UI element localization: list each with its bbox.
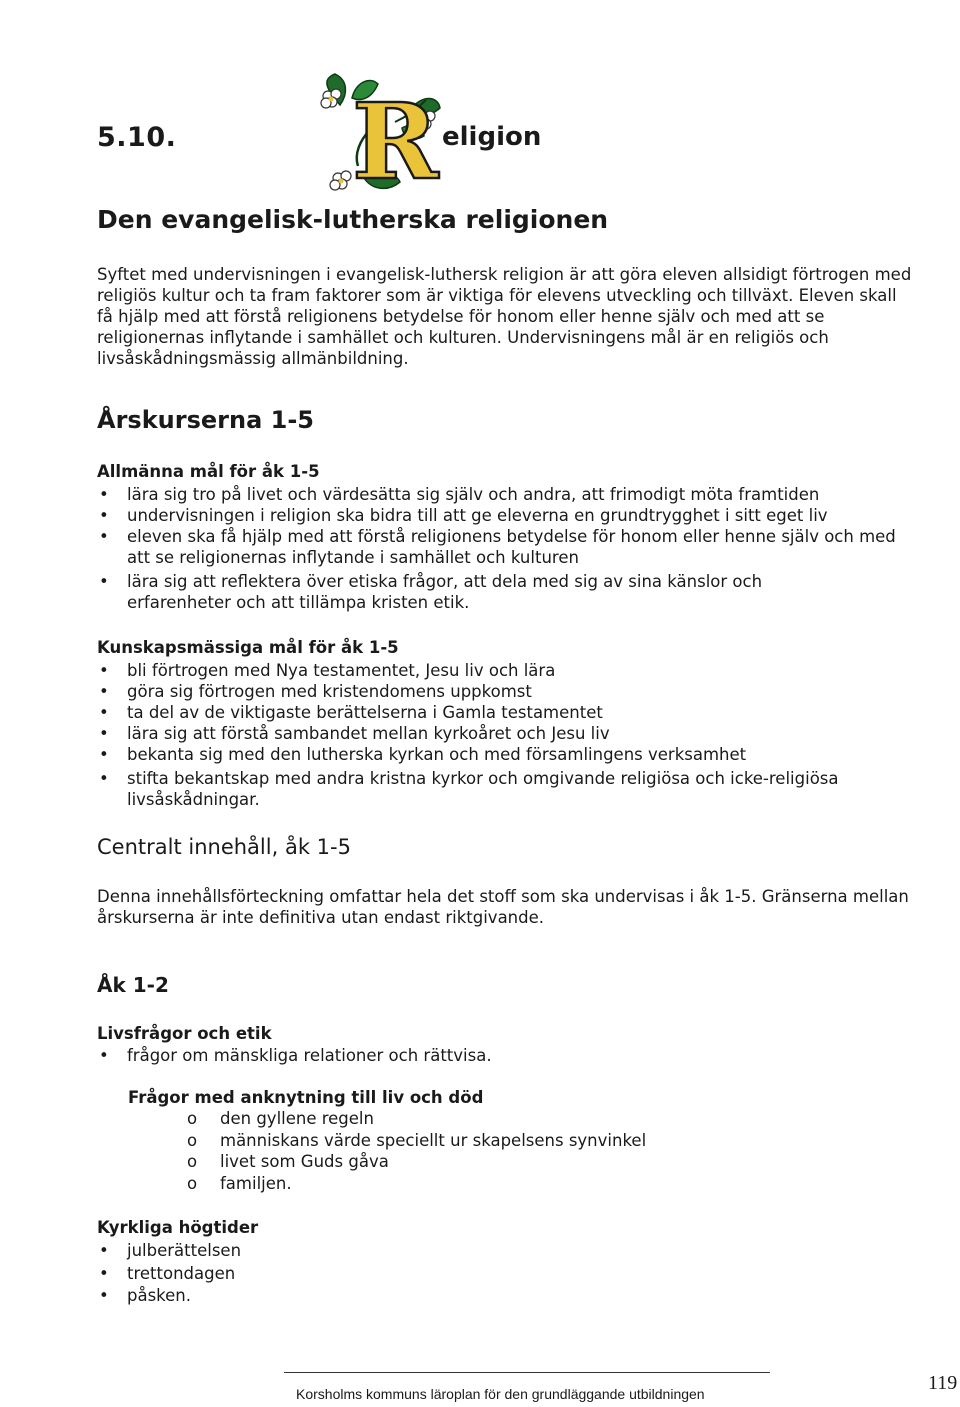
list-item: • eleven ska få hjälp med att förstå religionens betydelse för honom eller henne själv och med att se religionernas inflytande i samhället och kulturen	[99, 527, 896, 567]
circle-bullet-icon: o	[187, 1152, 198, 1171]
bullet-icon: •	[99, 1263, 109, 1283]
circle-bullet-icon: o	[187, 1173, 198, 1193]
general-goals-list	[97, 484, 896, 613]
knowledge-goals-heading: Kunskapsmässiga mål för åk 1-5	[97, 638, 399, 657]
list-item: o livet som Guds gåva	[187, 1152, 389, 1171]
list-item: • påsken.	[97, 1285, 241, 1308]
list-item: o familjen.	[187, 1173, 292, 1193]
list-item: • frågor om mänskliga relationer och rättvisa.	[99, 1046, 492, 1065]
list-item: • göra sig förtrogen med kristendomens uppkomst	[99, 682, 532, 701]
list-item: • lära sig att förstå sambandet mellan kyrkoåret och Jesu liv	[99, 724, 610, 743]
intro-line: få hjälp med att förstå religionens betydelse för honom eller henne själv och med att se	[97, 307, 825, 326]
list-item: • julberättelsen	[97, 1240, 241, 1263]
page-number: 119	[928, 1372, 958, 1394]
list-item: • bli förtrogen med Nya testamentet, Jesu liv och lära	[99, 661, 556, 680]
intro-line: religionernas inflytande i samhället och kulturen. Undervisningens mål är en religiös och	[97, 328, 829, 347]
knowledge-goals-list	[97, 660, 839, 810]
holidays-heading: Kyrkliga högtider	[97, 1218, 259, 1237]
list-item: • bekanta sig med den lutherska kyrkan och med församlingens verksamhet	[99, 745, 747, 764]
list-item: • lära sig att reflektera över etiska frågor, att dela med sig av sina känslor och erfarenheter och att tillämpa kristen etik.	[99, 572, 763, 612]
list-item: • stifta bekantskap med andra kristna kyrkor och omgivande religiösa och icke-religiösa livsåskådningar.	[99, 769, 839, 809]
bullet-icon: •	[99, 506, 109, 525]
bullet-icon: •	[99, 661, 109, 680]
bullet-icon: •	[99, 724, 109, 743]
list-item: • trettondagen	[97, 1263, 241, 1286]
bullet-icon: •	[99, 769, 109, 788]
bullet-icon: •	[99, 485, 109, 504]
life-death-heading: Frågor med anknytning till liv och död	[128, 1088, 484, 1107]
circle-bullet-icon: o	[187, 1109, 198, 1128]
bullet-icon: •	[99, 1046, 109, 1065]
holidays-list	[97, 1240, 241, 1308]
intro-paragraph	[97, 264, 911, 369]
grades-heading: Årskurserna 1-5	[97, 406, 314, 434]
chapter-title: eligion	[442, 122, 542, 152]
intro-line: Syftet med undervisningen i evangelisk-luthersk religion är att göra eleven allsidigt förtrogen med	[97, 265, 912, 284]
bullet-icon: •	[99, 1241, 109, 1260]
life-questions-heading: Livsfrågor och etik	[97, 1024, 272, 1043]
bullet-icon: •	[99, 703, 109, 722]
life-death-list	[187, 1108, 646, 1194]
bullet-icon: •	[99, 572, 109, 591]
decorative-initial-r	[300, 70, 450, 200]
list-item: o människans värde speciellt ur skapelsens synvinkel	[187, 1130, 647, 1150]
list-item: • undervisningen i religion ska bidra till att ge eleverna en grundtrygghet i sitt eget liv	[99, 506, 828, 525]
list-item: • lära sig tro på livet och värdesätta sig själv och andra, att frimodigt möta framtiden	[99, 485, 820, 504]
central-content-text: Denna innehållsförteckning omfattar hela det stoff som ska undervisas i åk 1-5. Gränserna mellan årskurserna är inte definitiva utan endast riktgivande.	[97, 887, 909, 927]
list-item: o den gyllene regeln	[187, 1109, 374, 1128]
footer-text: Korsholms kommuns läroplan för den grundläggande utbildningen	[296, 1386, 705, 1402]
chapter-number: 5.10.	[97, 122, 177, 153]
list-item: • ta del av de viktigaste berättelserna i Gamla testamentet	[99, 703, 603, 722]
section-title: Den evangelisk-lutherska religionen	[97, 205, 609, 234]
intro-line: livsåskådningsmässig allmänbildning.	[97, 349, 409, 368]
bullet-icon: •	[99, 745, 109, 764]
circle-bullet-icon: o	[187, 1130, 198, 1150]
intro-line: religiös kultur och ta fram faktorer som är viktiga för elevens utveckling och tillväxt. Eleven skall	[97, 286, 897, 305]
bullet-icon: •	[99, 682, 109, 701]
bullet-icon: •	[99, 1286, 109, 1305]
general-goals-heading: Allmänna mål för åk 1-5	[97, 462, 320, 481]
ornament-letter: R	[352, 80, 439, 200]
grade-1-2-heading: Åk 1-2	[97, 973, 169, 997]
footer-divider	[284, 1372, 770, 1373]
life-questions-list	[97, 1045, 492, 1066]
bullet-icon: •	[99, 527, 109, 546]
central-content-heading: Centralt innehåll, åk 1-5	[97, 835, 351, 859]
